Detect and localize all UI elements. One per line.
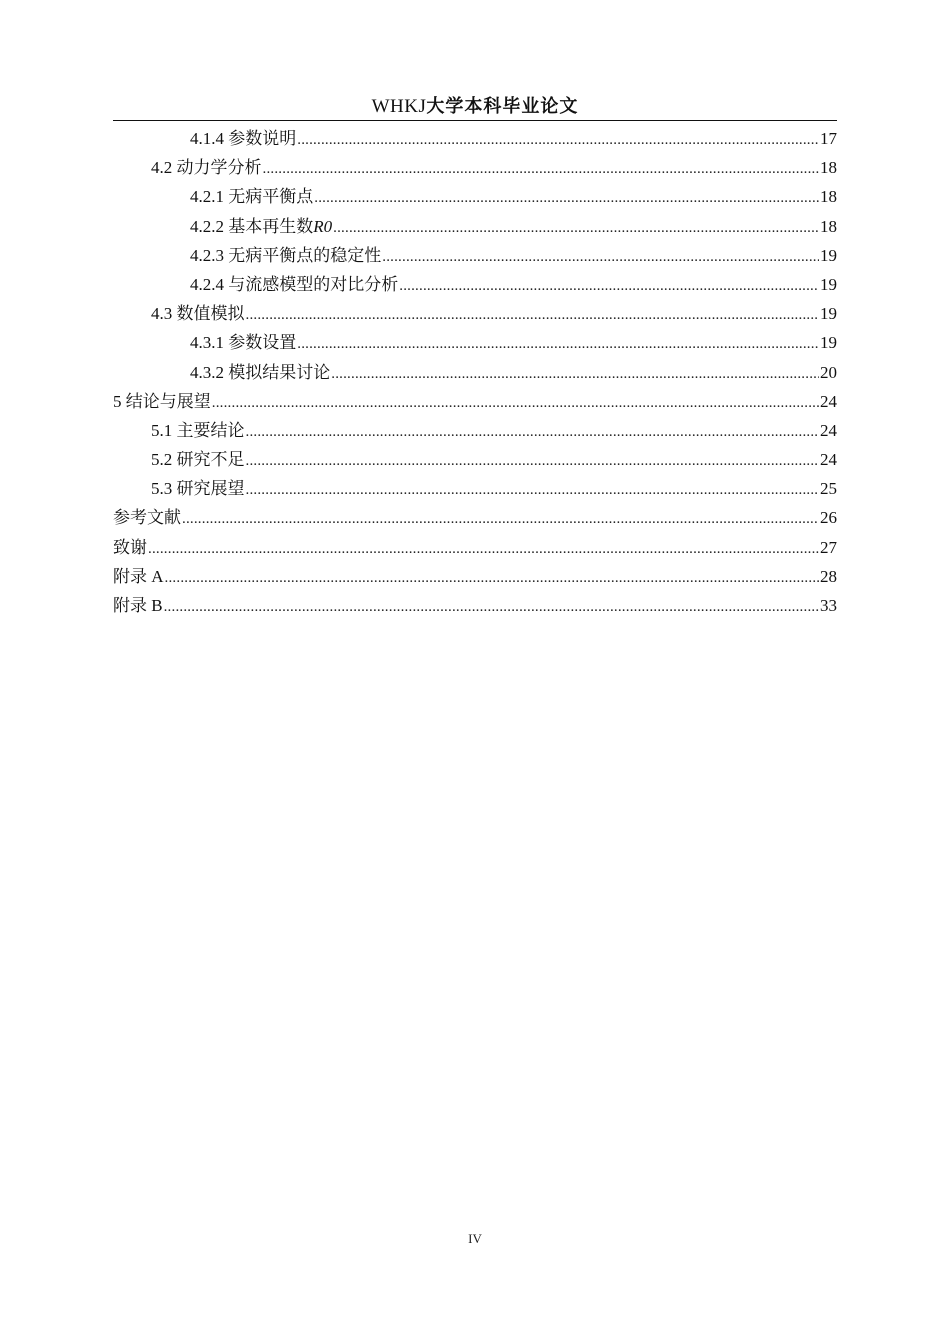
toc-entry[interactable] bbox=[113, 533, 837, 562]
toc-leader-dots bbox=[263, 155, 820, 184]
toc-entry-label: 参数说明 bbox=[228, 129, 297, 148]
toc-entry-title bbox=[151, 445, 245, 474]
toc-entry[interactable] bbox=[113, 591, 837, 620]
toc-leader-dots bbox=[148, 535, 819, 564]
toc-entry-title bbox=[113, 533, 147, 562]
toc-entry-label: 参数设置 bbox=[228, 333, 297, 353]
toc-entry-number: 4.3.2 bbox=[190, 362, 224, 382]
toc-entry-page: 28 bbox=[820, 566, 837, 586]
toc-entry-page: 18 bbox=[820, 158, 837, 178]
toc-entry-number: 5.1 bbox=[151, 420, 173, 440]
toc-entry-number: 4.3.1 bbox=[190, 333, 224, 353]
toc-entry-page: 19 bbox=[820, 245, 837, 265]
toc-entry-page: 19 bbox=[820, 274, 837, 294]
toc-entry-label: 无病平衡点 bbox=[228, 187, 314, 207]
toc-entry-title bbox=[113, 387, 211, 416]
toc-entry[interactable] bbox=[113, 241, 837, 270]
toc-entry-page: 17 bbox=[820, 129, 837, 148]
toc-entry-label: 基本再生数 bbox=[228, 216, 314, 236]
page-number: IV bbox=[468, 1231, 482, 1246]
toc-entry-page: 20 bbox=[820, 362, 837, 382]
toc-entry-title bbox=[190, 358, 330, 387]
toc-entry[interactable] bbox=[113, 474, 837, 503]
toc-entry-number: 5.2 bbox=[151, 450, 173, 470]
toc-entry-title bbox=[190, 328, 296, 357]
toc-entry[interactable] bbox=[113, 358, 837, 387]
toc-entry-number: 4.3 bbox=[151, 304, 173, 324]
toc-entry-page: 19 bbox=[820, 333, 837, 353]
toc-entry-page: 27 bbox=[820, 537, 837, 557]
toc-entry-title bbox=[190, 270, 398, 299]
toc-entry[interactable] bbox=[113, 153, 837, 182]
toc-entry-number: 4.1.4 bbox=[190, 129, 224, 148]
toc-entry[interactable] bbox=[113, 182, 837, 211]
toc-leader-dots bbox=[314, 184, 819, 213]
toc-entry[interactable] bbox=[113, 387, 837, 416]
toc-entry-label: 与流感模型的对比分析 bbox=[228, 274, 399, 294]
toc-entry-title bbox=[151, 416, 245, 445]
toc-leader-dots bbox=[297, 330, 819, 359]
toc-entry-page: 24 bbox=[820, 391, 837, 411]
toc-entry[interactable] bbox=[113, 328, 837, 357]
toc-entry-page: 18 bbox=[820, 216, 837, 236]
toc-entry-title bbox=[113, 562, 164, 591]
toc-leader-dots bbox=[297, 126, 819, 155]
toc-entry[interactable] bbox=[113, 212, 837, 241]
header-prefix: WHKJ bbox=[371, 96, 427, 117]
toc-entry-number: 5.3 bbox=[151, 479, 173, 499]
toc-entry-title bbox=[113, 591, 163, 620]
toc-entry-label: 研究不足 bbox=[176, 450, 245, 470]
toc-entry-title bbox=[190, 182, 313, 211]
toc-entry-label: 无病平衡点的稳定性 bbox=[228, 245, 382, 265]
toc-entry-page: 24 bbox=[820, 450, 837, 470]
toc-entry-page: 24 bbox=[820, 420, 837, 440]
toc-entry-title bbox=[113, 503, 181, 532]
toc-entry-number: 4.2.4 bbox=[190, 274, 224, 294]
toc-leader-dots bbox=[246, 476, 820, 505]
toc-entry[interactable] bbox=[113, 270, 837, 299]
toc-entry-label: 模拟结果讨论 bbox=[228, 362, 331, 382]
toc-entry-page: 33 bbox=[820, 596, 837, 615]
toc-entry-title bbox=[190, 241, 381, 270]
toc-leader-dots bbox=[333, 214, 819, 243]
toc-leader-dots bbox=[212, 389, 819, 418]
toc-entry[interactable] bbox=[113, 562, 837, 591]
toc-entry-label: 参考文献 bbox=[113, 508, 181, 528]
toc-leader-dots bbox=[382, 243, 819, 272]
toc-leader-dots bbox=[165, 564, 819, 593]
toc-entry-number: 4.2.3 bbox=[190, 245, 224, 265]
toc-entry-label: 主要结论 bbox=[176, 420, 245, 440]
toc-leader-dots bbox=[399, 272, 819, 301]
toc-entry-label: 动力学分析 bbox=[176, 158, 262, 178]
header-rule bbox=[113, 120, 837, 121]
toc-entry[interactable] bbox=[113, 445, 837, 474]
header-title: 大学本科毕业论文 bbox=[426, 96, 579, 117]
toc-entry-label: 致谢 bbox=[113, 537, 147, 557]
toc-entry-label: 附录 B bbox=[113, 596, 163, 615]
toc-entry-label: 数值模拟 bbox=[176, 304, 245, 324]
toc-entry-label: 研究展望 bbox=[176, 479, 245, 499]
toc-entry[interactable] bbox=[113, 124, 837, 153]
toc-leader-dots bbox=[331, 360, 819, 389]
toc-entry-page: 18 bbox=[820, 187, 837, 207]
toc-entry[interactable] bbox=[113, 503, 837, 532]
toc-entry-page: 19 bbox=[820, 304, 837, 324]
toc-entry-title bbox=[190, 212, 332, 241]
toc-entry-label: 结论与展望 bbox=[125, 391, 211, 411]
toc-leader-dots bbox=[182, 505, 819, 534]
toc-entry[interactable] bbox=[113, 416, 837, 445]
toc-entry-number: 5 bbox=[113, 391, 122, 411]
toc-leader-dots bbox=[246, 301, 820, 330]
toc-leader-dots bbox=[164, 593, 819, 622]
toc-entry-symbol: R0 bbox=[313, 216, 333, 236]
toc-entry-number: 4.2.2 bbox=[190, 216, 224, 236]
toc-leader-dots bbox=[246, 447, 820, 476]
toc-entry-number: 4.2.1 bbox=[190, 187, 224, 207]
toc-entry-number: 4.2 bbox=[151, 158, 173, 178]
toc-entry-title bbox=[151, 474, 245, 503]
toc-entry[interactable] bbox=[113, 299, 837, 328]
toc-entry-title bbox=[151, 153, 262, 182]
toc-entry-page: 26 bbox=[820, 508, 837, 528]
toc-entry-title bbox=[190, 124, 296, 153]
toc-entry-page: 25 bbox=[820, 479, 837, 499]
toc-entry-title bbox=[151, 299, 245, 328]
toc-leader-dots bbox=[246, 418, 820, 447]
running-header bbox=[113, 94, 837, 120]
table-of-contents bbox=[113, 124, 837, 620]
toc-entry-label: 附录 A bbox=[113, 566, 164, 586]
